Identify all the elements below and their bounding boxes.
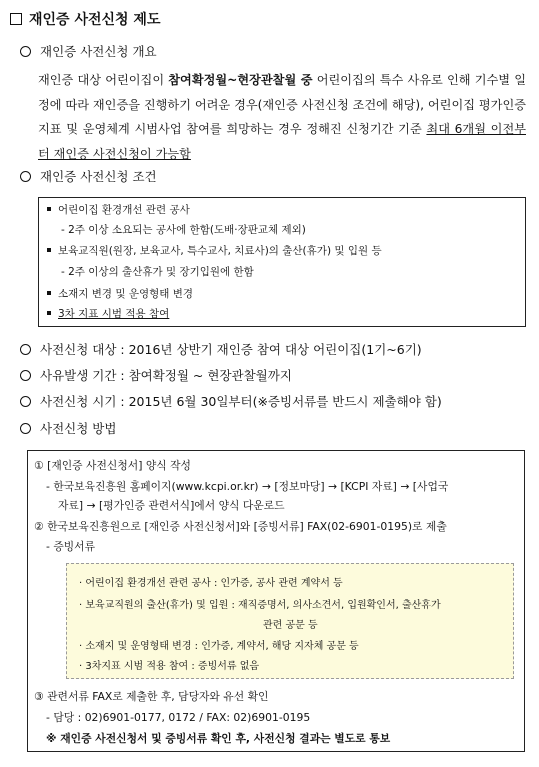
- square-bullet-icon: [47, 207, 51, 211]
- section-period-label: 사유발생 기간 : 참여확정월 ~ 현장관찰월까지: [40, 368, 292, 383]
- evidence-doc-item-cont: 관련 공문 등: [263, 620, 318, 631]
- section-period: [20, 366, 292, 384]
- method-step-3-detail: - 담당 : 02)6901-0177, 0172 / FAX: 02)6901-0195: [46, 711, 311, 724]
- section-target-label: 사전신청 대상 : 2016년 상반기 재인증 참여 대상 어린이집(1기~6기): [40, 342, 422, 357]
- method-step-2: ② 한국보육진흥원으로 [재인증 사전신청서]와 [증빙서류] FAX(02-6901-0195)로 제출: [34, 520, 447, 533]
- section-conditions: [20, 167, 157, 185]
- condition-subitem: [61, 222, 306, 237]
- square-bullet-icon: [47, 311, 51, 315]
- method-note: ※ 재인증 사전신청서 및 증빙서류 확인 후, 사전신청 결과는 별도로 통보: [46, 732, 391, 745]
- section-timing-label: 사전신청 시기 : 2015년 6월 30일부터(※증빙서류를 반드시 제출해야 함): [40, 394, 442, 409]
- overview-paragraph: [38, 68, 526, 166]
- evidence-docs-box: [66, 563, 514, 679]
- method-step-2-detail: - 증빙서류: [46, 540, 96, 553]
- circle-bullet-icon: [20, 423, 31, 434]
- overview-bold-text: 참여확정월~현장관찰월 중: [168, 73, 313, 87]
- square-bullet-icon: [47, 248, 51, 252]
- method-step-1-detail: - 한국보육진흥원 홈페이지(www.kcpi.or.kr) → [정보마당] → [KCPI 자료] → [사업국: [46, 480, 449, 493]
- section-target: [20, 340, 422, 358]
- condition-item: [47, 286, 193, 301]
- overview-text-1: 재인증 대상 어린이집이: [38, 73, 169, 87]
- condition-item: [47, 243, 382, 258]
- evidence-doc-item: · 3차지표 시범 적용 참여 : 증빙서류 없음: [79, 661, 260, 672]
- evidence-doc-item: · 어린이집 환경개선 관련 공사 : 인가증, 공사 관련 계약서 등: [79, 578, 343, 589]
- section-timing: [20, 392, 442, 410]
- section-conditions-label: 재인증 사전신청 조건: [40, 169, 157, 184]
- section-overview-label: 재인증 사전신청 개요: [40, 44, 157, 59]
- method-step-1-detail-cont: 자료] → [평가인증 관련서식]에서 양식 다운로드: [58, 499, 285, 512]
- evidence-doc-item: · 보육교직원의 출산(휴가) 및 입원 : 재직증명서, 의사소견서, 입원확인서, 출산휴가: [79, 600, 441, 611]
- section-method-label: 사전신청 방법: [40, 421, 117, 436]
- evidence-doc-item: · 소재지 및 운영형태 변경 : 인가증, 계약서, 해당 지자체 공문 등: [79, 641, 359, 652]
- method-step-1: ① [재인증 사전신청서] 양식 작성: [34, 459, 191, 472]
- condition-text: 소재지 변경 및 운영형태 변경: [58, 288, 194, 300]
- condition-text: 보육교직원(원장, 보육교사, 특수교사, 치료사)의 출산(휴가) 및 입원 등: [58, 245, 382, 257]
- condition-subtext: - 2주 이상의 출산휴가 및 장기입원에 한함: [61, 266, 254, 278]
- condition-item: [47, 306, 169, 321]
- circle-bullet-icon: [20, 370, 31, 381]
- overview-underline-text: 최대 6개월 이전부터 재인증 사전신청이 가능함: [38, 122, 526, 161]
- document-title: [10, 9, 160, 29]
- title-text: 재인증 사전신청 제도: [29, 12, 161, 28]
- condition-text: 3차 지표 시범 적용 참여: [58, 308, 170, 320]
- condition-text: 어린이집 환경개선 관련 공사: [58, 204, 190, 216]
- section-method: [20, 419, 116, 437]
- circle-bullet-icon: [20, 171, 31, 182]
- condition-subitem: [61, 264, 254, 279]
- circle-bullet-icon: [20, 46, 31, 57]
- overview-text-3: 어린이집의 특수 사유로 인해 기수별 일정에 따라 재인증을 진행하기 어려운 경우(재인증 사전신청 조건에 해당), 어린이집 평가인증 지표 및 운영체계 시범사업 참여를 희망하는 경우 정해진 신청기간 기준: [38, 73, 526, 136]
- circle-bullet-icon: [20, 344, 31, 355]
- square-bullet-icon: [47, 291, 51, 295]
- checkbox-square-icon: [10, 13, 22, 25]
- circle-bullet-icon: [20, 396, 31, 407]
- condition-item: [47, 202, 190, 217]
- method-step-3: ③ 관련서류 FAX로 제출한 후, 담당자와 유선 확인: [34, 690, 269, 703]
- condition-subtext: - 2주 이상 소요되는 공사에 한함(도배·장판교체 제외): [61, 224, 306, 236]
- conditions-box: [38, 197, 526, 327]
- method-box: [27, 450, 525, 752]
- section-overview: [20, 42, 157, 60]
